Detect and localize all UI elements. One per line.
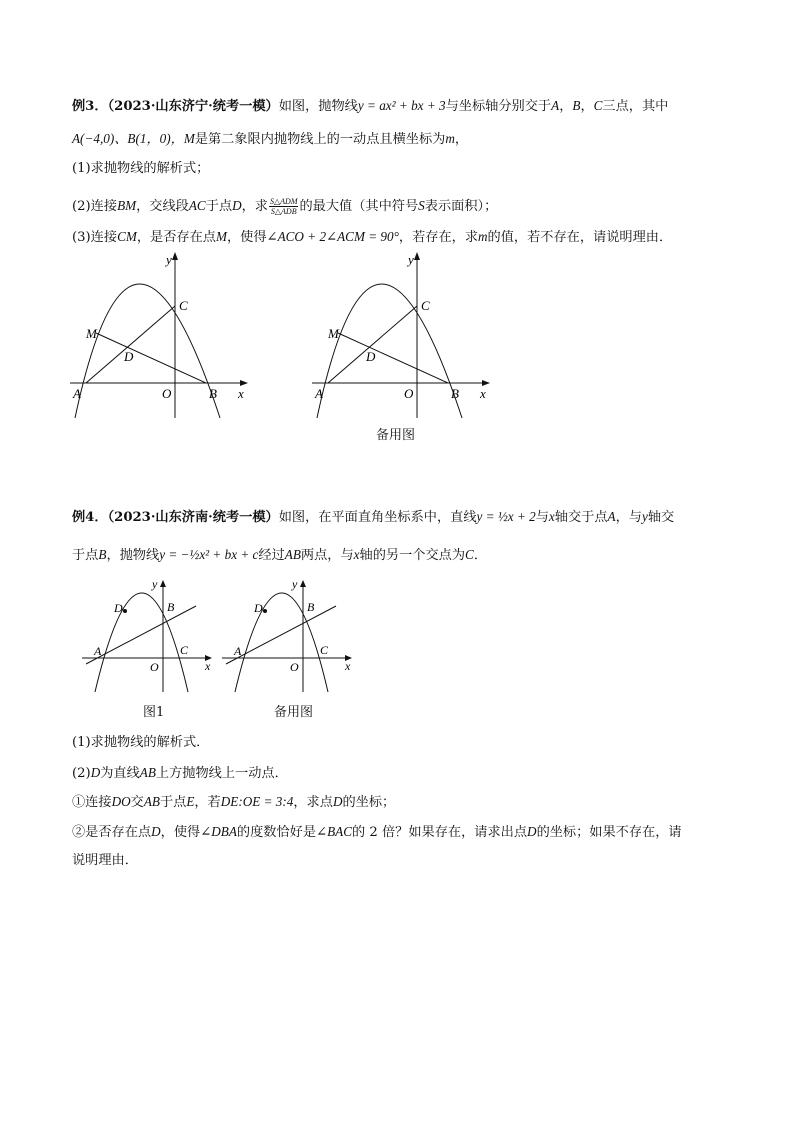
label-d: D xyxy=(366,349,376,364)
label-x: x xyxy=(345,659,351,673)
text: (3)连接 xyxy=(72,230,118,245)
var: D xyxy=(232,198,242,213)
label-b: B xyxy=(209,386,217,401)
label-x: x xyxy=(480,386,486,401)
var: D xyxy=(527,824,537,839)
label-b: B xyxy=(451,386,459,401)
ex3-line2: A(−4,0)、B(1，0)，M是第二象限内抛物线上的一动点且横坐标为m， xyxy=(72,131,469,147)
equation: y = ½x + 2 xyxy=(476,509,536,524)
var: AB xyxy=(143,794,160,809)
var: C xyxy=(465,547,474,562)
text: ，若 xyxy=(194,795,221,810)
label-o: O xyxy=(404,386,414,401)
text: 经过 xyxy=(258,548,285,563)
text: ，求点 xyxy=(293,795,333,810)
label-c: C xyxy=(179,298,188,313)
label-c: C xyxy=(320,643,329,657)
label-y: y xyxy=(408,252,414,267)
y-axis-arrow xyxy=(160,580,166,587)
segment-bm xyxy=(338,333,448,383)
text: 的度数恰好是 xyxy=(236,825,317,840)
var: m xyxy=(478,229,488,244)
label-m: M xyxy=(86,326,97,341)
ex3-caption-backup: 备用图 xyxy=(376,428,416,443)
text: ①连接 xyxy=(72,795,112,810)
text: 与坐标轴分别交于 xyxy=(445,99,552,114)
var: x xyxy=(353,547,360,562)
equation: DE:OE = 3:4 xyxy=(220,794,294,809)
equation: y = ax² + bx + 3 xyxy=(357,98,446,113)
y-axis-arrow xyxy=(172,252,178,260)
label-c: C xyxy=(180,643,189,657)
fraction-denominator: S△ADB xyxy=(270,207,297,216)
ex4-line1 xyxy=(72,507,674,528)
label-b: B xyxy=(167,600,175,614)
ex4-q2-2-cont: 说明理由． xyxy=(72,853,138,868)
label-o: O xyxy=(150,660,159,674)
var: AC xyxy=(188,198,206,213)
var: BM xyxy=(117,198,137,213)
var: A xyxy=(607,509,616,524)
text: (2) xyxy=(72,766,91,781)
var: M xyxy=(215,229,227,244)
var: M xyxy=(183,131,195,146)
text: 与 xyxy=(535,510,549,525)
text: 的坐标； xyxy=(342,795,396,810)
label-x: x xyxy=(205,659,211,673)
label-c: C xyxy=(421,298,430,313)
text: ，与 xyxy=(615,510,642,525)
angle: ∠DBA xyxy=(200,824,237,839)
ex4-label: 例4．（2023·山东济南·统考一模） xyxy=(72,510,279,525)
text: 轴交于点 xyxy=(554,510,608,525)
segment-ac xyxy=(86,306,175,383)
text: 如图，抛物线 xyxy=(278,99,358,114)
var: AB xyxy=(139,765,156,780)
text: 为直线 xyxy=(100,766,140,781)
ex4-caption-backup: 备用图 xyxy=(274,705,314,720)
ex4-figure-1 xyxy=(80,574,220,696)
var: AB xyxy=(284,547,301,562)
text: ，抛物线 xyxy=(106,548,160,563)
label-o: O xyxy=(290,660,299,674)
text: 轴的另一个交点为 xyxy=(359,548,466,563)
label-y: y xyxy=(292,577,298,591)
fraction-numerator: S△ADM xyxy=(270,197,298,206)
label-a: A xyxy=(73,386,81,401)
text: ②是否存在点 xyxy=(72,825,152,840)
text: 于点 xyxy=(159,795,187,810)
ex3-line1: 例3．（2023·山东济宁·统考一模）如图，抛物线y = ax² + bx + 3与坐标轴分别交于A，B，C三点，其中 xyxy=(72,98,669,114)
ex4-q2-1 xyxy=(72,792,395,813)
var: x xyxy=(548,509,555,524)
var: B xyxy=(572,98,581,113)
text: 于点 xyxy=(205,199,233,214)
var: E xyxy=(186,794,195,809)
ex3-q2 xyxy=(72,196,497,217)
point-d xyxy=(263,609,267,613)
parabola xyxy=(75,284,220,418)
y-axis-arrow xyxy=(300,580,306,587)
segment-ac xyxy=(328,306,417,383)
ex4-q2-2 xyxy=(72,822,682,843)
var: C xyxy=(593,98,603,113)
text: ，若存在，求 xyxy=(398,230,479,245)
points: A(−4,0)、B(1，0)， xyxy=(72,131,184,146)
ex3-figure-2 xyxy=(312,250,502,422)
text: 如图，在平面直角坐标系中，直线 xyxy=(278,510,477,525)
text: (2)连接 xyxy=(72,199,118,214)
label-y: y xyxy=(152,577,158,591)
text: 的坐标；如果不存在，请 xyxy=(536,825,682,840)
ex3-label: 例3．（2023·山东济宁·统考一模） xyxy=(72,99,279,114)
ex4-figure-2 xyxy=(220,574,360,696)
text: 两点，与 xyxy=(300,548,354,563)
label-a: A xyxy=(315,386,323,401)
text: ，使得 xyxy=(226,230,267,245)
angle: ∠BAC xyxy=(316,824,352,839)
label-a: A xyxy=(94,644,102,658)
label-x: x xyxy=(238,386,244,401)
ex4-caption-fig1: 图1 xyxy=(143,705,165,720)
text: ，是否存在点 xyxy=(136,230,216,245)
var: y xyxy=(641,509,648,524)
ex3-q1: (1)求抛物线的解析式； xyxy=(72,161,210,176)
label-o: O xyxy=(162,386,172,401)
ex3-q3 xyxy=(72,227,672,248)
area-ratio-fraction xyxy=(269,197,298,216)
var: D xyxy=(151,824,161,839)
text: 交 xyxy=(130,795,144,810)
text: 的 2 倍？如果存在，请求出点 xyxy=(352,825,528,840)
text: 三点，其中 xyxy=(602,99,669,114)
label-y: y xyxy=(166,252,172,267)
text: ，交线段 xyxy=(136,199,189,214)
equation: y = −½x² + bx + c xyxy=(159,547,259,562)
point-d xyxy=(123,609,127,613)
segment-bm xyxy=(96,333,206,383)
var: S xyxy=(418,198,425,213)
label-d: D xyxy=(114,601,123,615)
label-a: A xyxy=(234,644,242,658)
var: B xyxy=(98,547,107,562)
label-m: M xyxy=(328,326,339,341)
label-d: D xyxy=(124,349,134,364)
ex4-q2 xyxy=(72,763,288,784)
var: A xyxy=(551,98,560,113)
text: ，求 xyxy=(241,199,268,214)
ex4-q1: (1)求抛物线的解析式． xyxy=(72,735,210,750)
ex4-line2: 于点B，抛物线y = −½x² + bx + c经过AB两点，与x轴的另一个交点为C． xyxy=(72,547,488,563)
var: D xyxy=(90,765,101,780)
var: m xyxy=(445,131,455,146)
y-axis-arrow xyxy=(414,252,420,260)
ex3-figure-1 xyxy=(70,250,260,422)
var: CM xyxy=(117,229,137,244)
text: 是第二象限内抛物线上的一动点且横坐标为 xyxy=(194,132,446,147)
var: D xyxy=(332,794,343,809)
label-d: D xyxy=(254,601,263,615)
text: 轴交 xyxy=(647,510,675,525)
parabola xyxy=(317,284,462,418)
text: 上方抛物线上一动点． xyxy=(155,766,288,781)
text: 的最大值（其中符号 xyxy=(299,199,419,214)
text: ，使得 xyxy=(160,825,201,840)
text: 的值，若不存在，请说明理由． xyxy=(487,230,673,245)
var: DO xyxy=(111,794,131,809)
text: 表示面积）； xyxy=(424,199,498,214)
text: 于点 xyxy=(72,548,99,563)
equation: ∠ACO + 2∠ACM = 90° xyxy=(266,229,399,244)
label-b: B xyxy=(307,600,315,614)
